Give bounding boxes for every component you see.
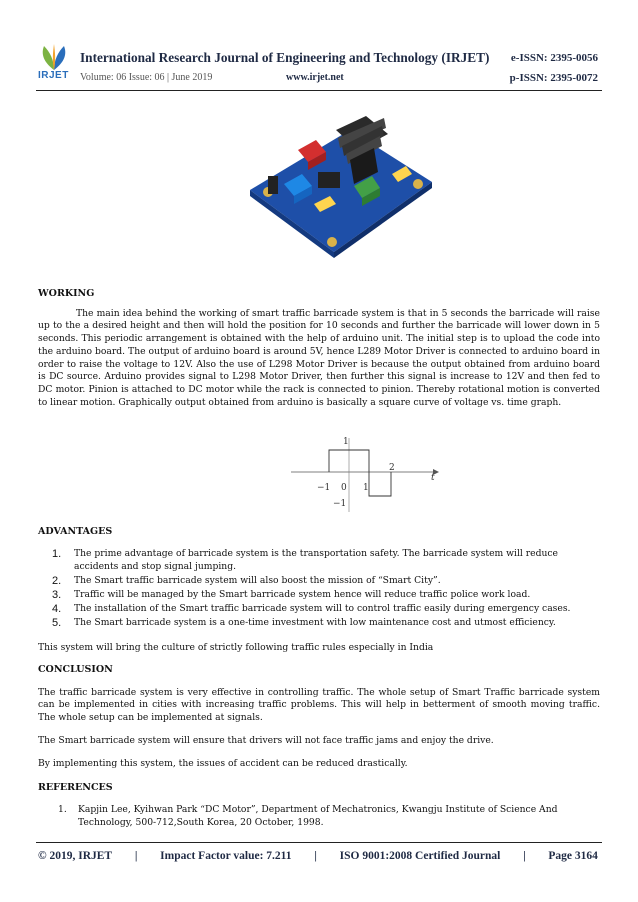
leaf-logo-icon: [36, 44, 72, 72]
eissn: e-ISSN: 2395-0056: [510, 52, 598, 64]
conclusion-paragraph-2: The Smart barricade system will ensure that drivers will not face traffic jams and enjoy the drive.: [38, 734, 494, 746]
references-heading: REFERENCES: [38, 782, 113, 793]
footer-separator: |: [314, 850, 317, 862]
footer-iso: ISO 9001:2008 Certified Journal: [339, 850, 501, 862]
footer-page-number: Page 3164: [548, 850, 598, 862]
label-y-pos: 1: [343, 437, 349, 447]
negative-pulse: [369, 472, 391, 496]
square-wave-graph: [285, 432, 445, 522]
label-x-one: 1: [363, 483, 369, 493]
conclusion-section: [38, 664, 600, 770]
label-y-neg: −1: [333, 499, 347, 509]
advantages-heading: ADVANTAGES: [38, 526, 113, 537]
label-x-zero: 0: [341, 483, 347, 493]
references-list: [52, 804, 602, 829]
header-divider: [36, 90, 602, 91]
working-paragraph: The main idea behind the working of smart traffic barricade system is that in 5 seconds the barricade will raise up to the a desired height and then will hold the position for 10 seconds and further the barricade will lower down in 5 seconds. This periodic arrangement is obtained with the help of arduino unit. The initial step is to upload the code into the arduino board. The output of arduino board is around 5V, hence L289 Motor Driver is connected to arduino board in order to raise the voltage to 12V. Also the use of L298 Motor Driver is because the output obtained from arduino board is DC source. Arduino provides signal to L298 Motor Driver, then further this signal is increase to 12V and then fed to DC motor. Pinion is attached to DC motor while the rack is connected to pinion. Thereby rotational motion is converted to linear motion. Graphically output obtained from arduino is basically a square curve of voltage vs. time graph.: [38, 307, 600, 408]
references-heading-wrap: [38, 782, 600, 795]
item-number: 3.: [52, 588, 62, 601]
footer-separator: |: [134, 850, 138, 862]
list-item: [52, 603, 602, 616]
logo-text: IRJET: [38, 70, 69, 81]
working-heading: WORKING: [38, 288, 95, 299]
footer-copyright: © 2019, IRJET: [38, 850, 113, 862]
list-item: [52, 548, 602, 573]
l298-motor-driver-board-image: [246, 112, 436, 264]
label-x-two: 2: [389, 463, 395, 473]
item-number: 2.: [52, 574, 62, 587]
item-text: The Smart barricade system is a one-time investment with low maintenance cost and utmost efficiency.: [74, 616, 556, 628]
footer-impact-factor: Impact Factor value: 7.211: [160, 850, 292, 862]
list-item: [52, 617, 602, 630]
pissn: p-ISSN: 2395-0072: [509, 72, 598, 84]
footer-divider: [36, 842, 602, 843]
conclusion-paragraph-1: The traffic barricade system is very effective in controlling traffic. The whole setup of Smart Traffic barricade system can be implemented in cities with increasing traffic problems. This will help in betterment of smooth moving traffic. The whole setup can be implemented at signals.: [38, 686, 600, 724]
item-number: 5.: [52, 616, 62, 629]
website-link[interactable]: www.irjet.net: [286, 72, 344, 83]
item-number: 4.: [52, 602, 62, 615]
item-number: 1.: [58, 804, 67, 815]
label-t: t: [431, 473, 435, 483]
advantages-list: [52, 548, 602, 631]
footer-separator: |: [523, 850, 526, 862]
conclusion-heading: CONCLUSION: [38, 664, 113, 675]
page-footer: [38, 850, 598, 862]
advantages-heading-wrap: [38, 526, 600, 539]
advantages-closing-wrap: [38, 642, 600, 655]
journal-title: International Research Journal of Engineering and Technology (IRJET): [80, 50, 490, 65]
volume-issue: Volume: 06 Issue: 06 | June 2019: [80, 72, 213, 83]
list-item: [52, 804, 602, 829]
item-text: Kapjin Lee, Kyihwan Park “DC Motor”, Department of Mechatronics, Kwangju Institute of Science And Technology, 500-712,South Korea, 20 October, 1998.: [78, 804, 558, 828]
list-item: [52, 575, 602, 588]
label-x-neg: −1: [317, 483, 331, 493]
working-section: [38, 288, 600, 409]
item-text: The installation of the Smart traffic barricade system will to control traffic easily during emergency cases.: [74, 602, 571, 614]
item-text: The prime advantage of barricade system is the transportation safety. The barricade system will reduce accidents and stop signal jumping.: [74, 548, 558, 572]
list-item: [52, 589, 602, 602]
item-text: The Smart traffic barricade system will also boost the mission of “Smart City”.: [74, 574, 441, 586]
item-number: 1.: [52, 548, 62, 560]
advantages-closing: This system will bring the culture of strictly following traffic rules especially in India: [38, 642, 434, 653]
conclusion-paragraph-3: By implementing this system, the issues of accident can be reduced drastically.: [38, 757, 408, 769]
item-text: Traffic will be managed by the Smart barricade system hence will reduce traffic police work load.: [74, 588, 531, 600]
